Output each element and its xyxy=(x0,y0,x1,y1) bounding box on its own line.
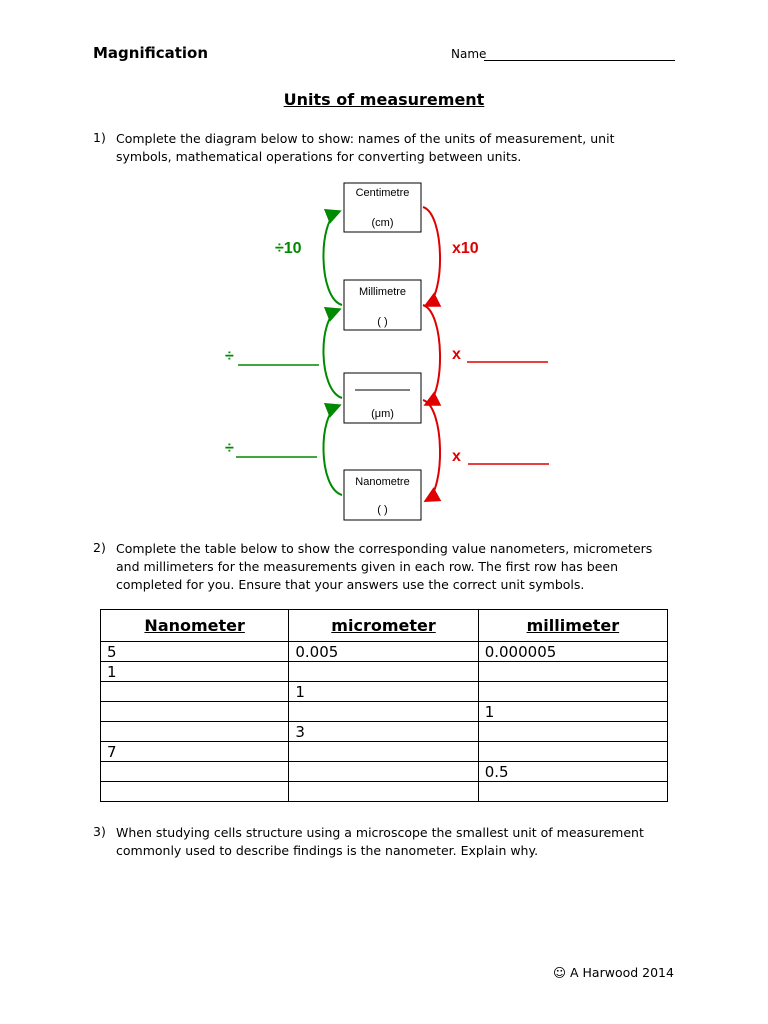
table-row xyxy=(101,782,668,802)
table-cell[interactable] xyxy=(478,662,667,682)
question-1-number: 1) xyxy=(93,130,106,145)
copyright-footer: ☺ A Harwood 2014 xyxy=(553,965,674,980)
table-cell[interactable] xyxy=(101,762,289,782)
unit-box-centimetre xyxy=(344,183,421,232)
conversion-table xyxy=(100,609,668,802)
table-cell[interactable]: 3 xyxy=(289,722,478,742)
unit-name: Centimetre xyxy=(355,187,410,199)
table-cell[interactable] xyxy=(478,682,667,702)
unit-symbol: ( ) xyxy=(377,316,388,328)
table-cell[interactable] xyxy=(289,742,478,762)
table-row xyxy=(101,762,668,782)
table-row xyxy=(101,722,668,742)
table-cell[interactable]: 5 xyxy=(101,642,289,662)
table-cell[interactable] xyxy=(289,702,478,722)
multiply-label-2: x xyxy=(452,346,461,363)
divide-arrow-3 xyxy=(323,406,342,495)
table-row xyxy=(101,662,668,682)
table-header-row xyxy=(101,610,668,642)
unit-box-micrometre xyxy=(344,373,421,423)
unit-conversion-diagram xyxy=(0,170,768,530)
question-3-text: When studying cells structure using a microscope the smallest unit of measurement commonly used to describe findings is the nanometer. Explain why. xyxy=(116,825,644,858)
unit-name: Nanometre xyxy=(355,476,410,488)
worksheet-title: Magnification xyxy=(93,44,209,62)
table-cell[interactable] xyxy=(101,702,289,722)
table-cell[interactable] xyxy=(101,722,289,742)
question-3-number: 3) xyxy=(93,824,106,839)
table-cell[interactable]: 0.000005 xyxy=(478,642,667,662)
table-cell[interactable] xyxy=(101,682,289,702)
table-row xyxy=(101,742,668,762)
question-1-text: Complete the diagram below to show: names of the units of measurement, unit symbols, mathematical operations for converting between units. xyxy=(116,131,615,164)
table-row xyxy=(101,642,668,662)
table-cell[interactable]: 0.005 xyxy=(289,642,478,662)
multiply-arrow-2 xyxy=(423,305,440,404)
unit-box-nanometre xyxy=(344,470,421,520)
divide-arrow-1 xyxy=(323,212,342,305)
name-field-line[interactable] xyxy=(484,60,675,61)
multiply-label-3: x xyxy=(452,448,461,465)
column-header: millimeter xyxy=(478,610,667,642)
table-cell[interactable] xyxy=(478,742,667,762)
unit-symbol: ( ) xyxy=(377,504,388,516)
section-title: Units of measurement xyxy=(283,90,485,109)
divide-arrow-2 xyxy=(323,310,342,398)
table-cell[interactable]: 7 xyxy=(101,742,289,762)
unit-box-millimetre xyxy=(344,280,421,330)
table-cell[interactable] xyxy=(289,782,478,802)
column-header: Nanometer xyxy=(101,610,289,642)
divide-label-2: ÷ xyxy=(225,348,234,365)
unit-symbol: (μm) xyxy=(371,408,394,420)
table-cell[interactable] xyxy=(478,722,667,742)
table-cell[interactable]: 0.5 xyxy=(478,762,667,782)
divide-label-3: ÷ xyxy=(225,440,234,457)
table-cell[interactable] xyxy=(289,662,478,682)
table-cell[interactable]: 1 xyxy=(478,702,667,722)
divide-label-1: ÷10 xyxy=(275,240,302,257)
table-cell[interactable] xyxy=(289,762,478,782)
name-label: Name xyxy=(451,47,487,61)
table-cell[interactable] xyxy=(101,782,289,802)
question-2-text: Complete the table below to show the corresponding value nanometers, micrometers and millimeters for the measurements given in each row. The first row has been completed for you. Ensure that your answers use the correct unit symbols. xyxy=(116,541,653,592)
table-cell[interactable] xyxy=(478,782,667,802)
multiply-label-1: x10 xyxy=(452,240,479,257)
table-cell[interactable]: 1 xyxy=(289,682,478,702)
table-row xyxy=(101,702,668,722)
column-header: micrometer xyxy=(289,610,478,642)
multiply-arrow-3 xyxy=(423,400,440,500)
multiply-arrow-1 xyxy=(423,207,440,305)
unit-symbol: (cm) xyxy=(371,217,394,229)
question-2-number: 2) xyxy=(93,540,106,555)
table-row xyxy=(101,682,668,702)
table-cell[interactable]: 1 xyxy=(101,662,289,682)
unit-name: Millimetre xyxy=(358,286,407,298)
